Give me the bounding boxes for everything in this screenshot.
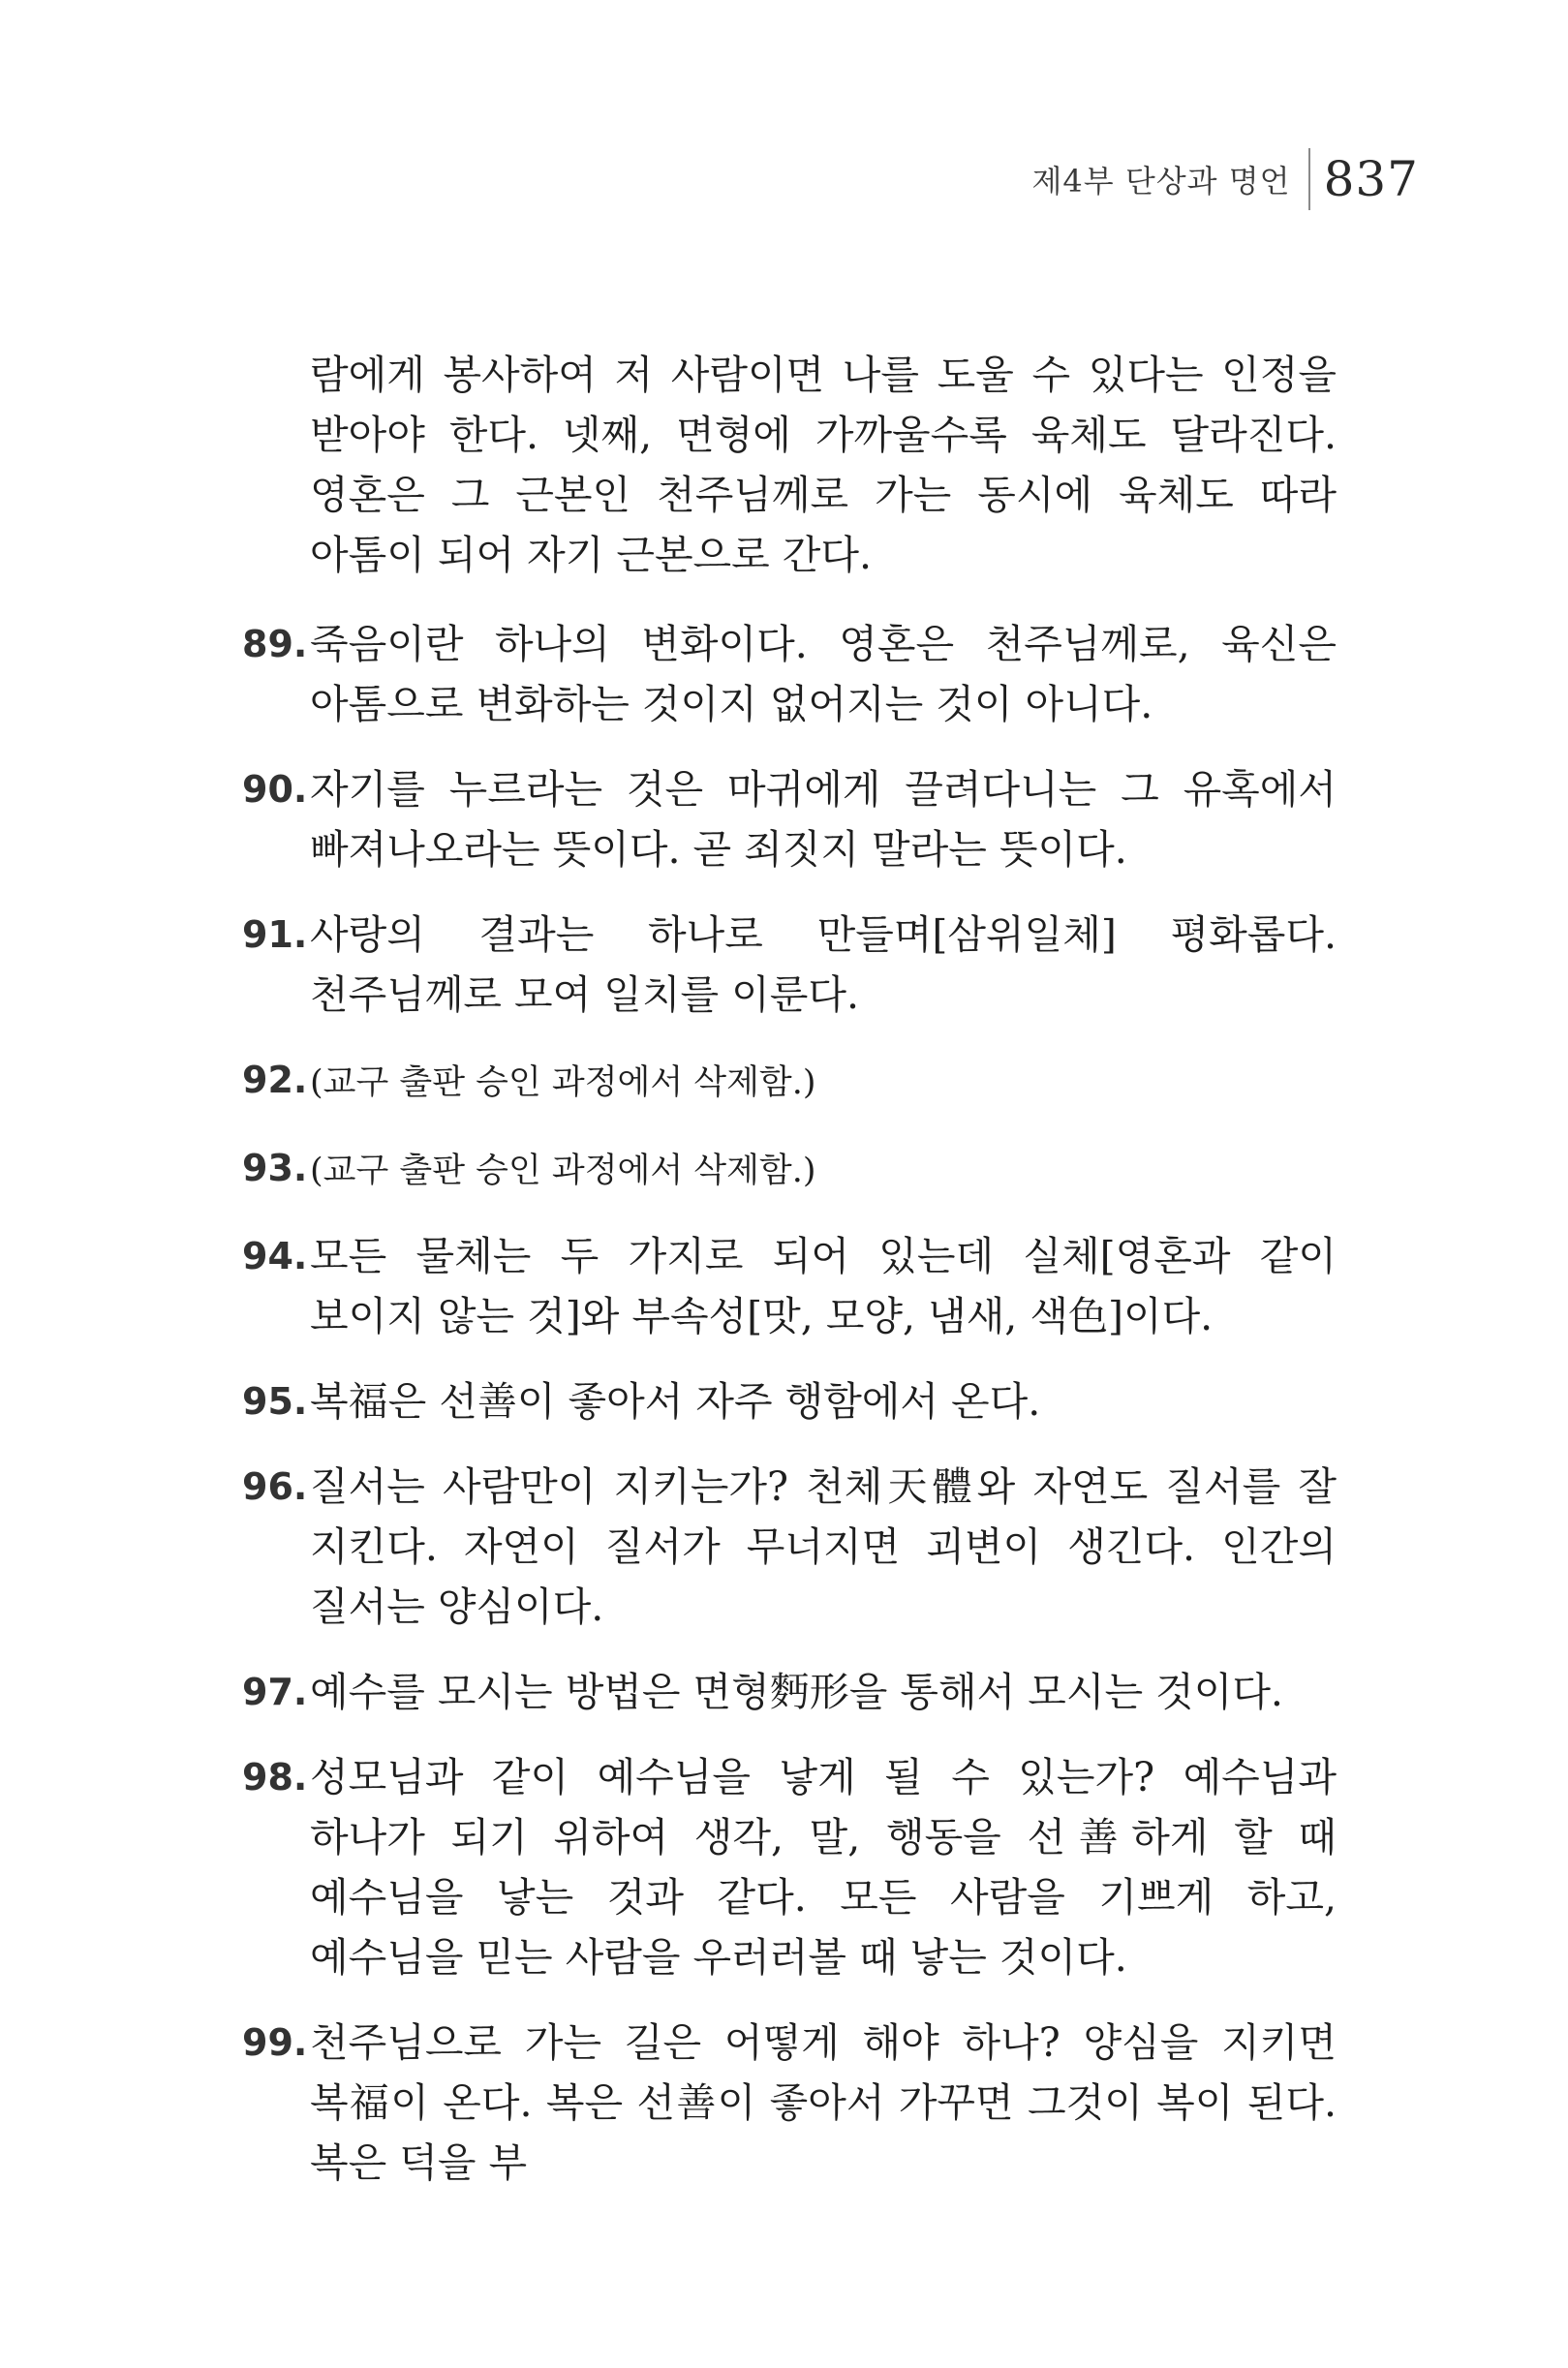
item-text: (교구 출판 승인 과정에서 삭제함.) (310, 1063, 816, 1102)
item-number: 99. (242, 2021, 308, 2064)
item-number: 94. (242, 1235, 308, 1277)
item-number: 97. (242, 1671, 308, 1713)
item-number: 93. (242, 1147, 308, 1189)
numbered-item-91 (242, 905, 1337, 1025)
item-text: 예수를 모시는 방법은 면형麪形을 통해서 모시는 것이다. (310, 1669, 1283, 1715)
page-number: 837 (1323, 151, 1419, 207)
item-text: 사랑의 결과는 하나로 만들며[삼위일체] 평화롭다. 천주님께로 모여 일치를 이룬다. (310, 911, 1337, 1018)
numbered-item-98 (242, 1747, 1337, 1987)
numbered-item-93 (242, 1138, 1337, 1201)
item-number: 90. (242, 768, 308, 811)
running-header (1031, 145, 1419, 213)
item-text: 성모님과 같이 예수님을 낳게 될 수 있는가? 예수님과 하나가 되기 위하여 생각, 말, 행동을 선善하게 할 때 예수님을 낳는 것과 같다. 모든 사람을 기쁘게 하고, 예수님을 믿는 사람을 우러러볼 때 낳는 것이다. (310, 1754, 1337, 1981)
item-text: 자기를 누르라는 것은 마귀에게 끌려다니는 그 유혹에서 빠져나오라는 뜻이다. 곧 죄짓지 말라는 뜻이다. (310, 766, 1337, 873)
numbered-item-97 (242, 1662, 1337, 1722)
item-number: 96. (242, 1465, 308, 1508)
item-text: 복福은 선善이 좋아서 자주 행함에서 온다. (310, 1378, 1041, 1425)
continued-paragraph: 람에게 봉사하여 저 사람이면 나를 도울 수 있다는 인정을 받아야 한다. 넷째, 면형에 가까울수록 육체도 달라진다. 영혼은 그 근본인 천주님께로 가는 동시에 육체도 따라 아톰이 되어 자기 근본으로 간다. (310, 352, 1337, 578)
page-body (242, 345, 1337, 2218)
numbered-item-96 (242, 1457, 1337, 1637)
item-number: 95. (242, 1380, 308, 1423)
item-text: (교구 출판 승인 과정에서 삭제함.) (310, 1152, 816, 1190)
item-text: 천주님으로 가는 길은 어떻게 해야 하나? 양심을 지키면 복福이 온다. 복은 선善이 좋아서 가꾸면 그것이 복이 된다. 복은 덕을 부 (310, 2019, 1337, 2186)
numbered-item-90 (242, 759, 1337, 879)
header-divider (1308, 148, 1310, 210)
item-text: 모든 물체는 두 가지로 되어 있는데 실체[영혼과 같이 보이지 않는 것]와 부속성[맛, 모양, 냄새, 색色]이다. (310, 1233, 1337, 1339)
numbered-item-94 (242, 1226, 1337, 1346)
numbered-item-95 (242, 1371, 1337, 1431)
item-text: 질서는 사람만이 지키는가? 천체天體와 자연도 질서를 잘 지킨다. 자연이 질서가 무너지면 괴변이 생긴다. 인간의 질서는 양심이다. (310, 1463, 1337, 1630)
item-number: 91. (242, 913, 308, 956)
numbered-item-92 (242, 1050, 1337, 1113)
numbered-item-89 (242, 614, 1337, 734)
item-text: 죽음이란 하나의 변화이다. 영혼은 천주님께로, 육신은 아톰으로 변화하는 것이지 없어지는 것이 아니다. (310, 621, 1337, 727)
numbered-item-99 (242, 2013, 1337, 2193)
section-title: 제4부 단상과 명언 (1031, 163, 1291, 200)
item-number: 98. (242, 1756, 308, 1799)
item-number: 92. (242, 1059, 308, 1101)
item-number: 89. (242, 623, 308, 665)
